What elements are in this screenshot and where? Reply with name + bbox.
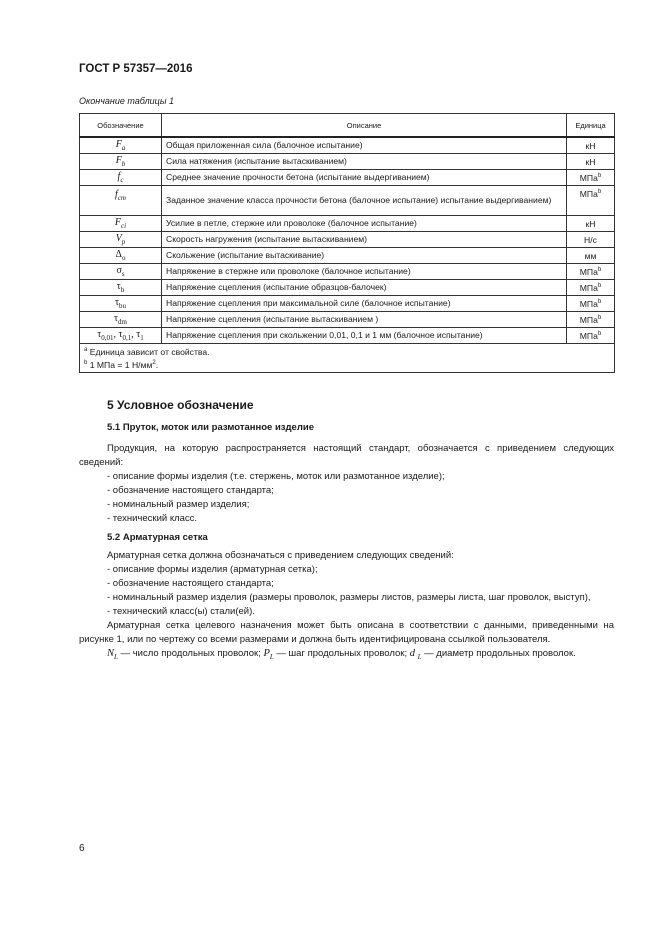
page-number: 6: [79, 843, 85, 854]
description-cell: Общая приложенная сила (балочное испытание): [162, 137, 567, 154]
description-cell: Скорость нагружения (испытание вытаскиванием): [162, 232, 567, 248]
description-cell: Напряжение сцепления при максимальной силе (балочное испытание): [162, 296, 567, 312]
table-header-row: [80, 114, 615, 138]
symbol-cell: $\tau_{bu}$: [80, 296, 162, 312]
column-header-symbol: Обозначение: [80, 114, 162, 138]
table-row: [80, 312, 615, 328]
symbol-cell: $F_b$: [80, 154, 162, 170]
unit-cell: МПа$^b$: [567, 170, 615, 186]
unit-cell: МПа$^b$: [567, 296, 615, 312]
table-row: [80, 232, 615, 248]
list-item: - номинальный размер изделия;: [107, 499, 250, 510]
symbol-cell: $F_a$: [80, 137, 162, 154]
symbol-cell: $F_{ci}$: [80, 216, 162, 232]
symbol-cell: $f_{cm}$: [80, 186, 162, 216]
list-item: - номинальный размер изделия (размеры проволок, размеры листов, размеры листа, шаг проволок, выступ),: [107, 592, 591, 603]
section-5-1-intro: Продукция, на которую распространяется настоящий стандарт, обозначается с приведением следующих сведений:: [79, 443, 614, 468]
symbol-cell: $\sigma_s$: [80, 264, 162, 280]
description-cell: Усилие в петле, стержне или проволоке (балочное испытание): [162, 216, 567, 232]
section-5-title: 5 Условное обозначение: [107, 398, 254, 412]
description-cell: Напряжение в стержне или проволоке (балочное испытание): [162, 264, 567, 280]
document-header: ГОСТ Р 57357—2016: [79, 63, 193, 75]
symbol-cell: $\Delta_o$: [80, 248, 162, 264]
unit-cell: МПа$^b$: [567, 280, 615, 296]
symbol-cell: $f_c$: [80, 170, 162, 186]
table-row: [80, 186, 615, 216]
table-body: [80, 137, 615, 344]
list-item: - обозначение настоящего стандарта;: [107, 485, 274, 496]
unit-cell: МПа$^b$: [567, 312, 615, 328]
section-5-2-intro: Арматурная сетка должна обозначаться с приведением следующих сведений:: [107, 550, 454, 561]
description-cell: Сила натяжения (испытание вытаскиванием): [162, 154, 567, 170]
description-cell: Заданное значение класса прочности бетона (балочное испытание) испытание выдергиванием): [162, 186, 567, 216]
table-row: [80, 264, 615, 280]
description-cell: Напряжение сцепления (испытание образцов-балочек): [162, 280, 567, 296]
description-cell: Напряжение сцепления при скольжении 0,01, 0,1 и 1 мм (балочное испытание): [162, 328, 567, 344]
list-item: - обозначение настоящего стандарта;: [107, 578, 274, 589]
table-caption: Окончание таблицы 1: [79, 96, 174, 106]
symbol-cell: $V_p$: [80, 232, 162, 248]
table-row: [80, 216, 615, 232]
column-header-unit: Единица: [567, 114, 615, 138]
table-row: [80, 137, 615, 154]
table-row: [80, 154, 615, 170]
section-5-2-legend: $N_L$ — число продольных проволок; $P_L$ — шаг продольных проволок; d $_L$ — диаметр продольных проволок.: [107, 648, 576, 662]
unit-cell: кН: [567, 137, 615, 154]
symbol-cell: $\tau_{dm}$: [80, 312, 162, 328]
description-cell: Среднее значение прочности бетона (испытание выдергиванием): [162, 170, 567, 186]
symbols-table: [79, 113, 615, 373]
unit-cell: мм: [567, 248, 615, 264]
unit-cell: кН: [567, 216, 615, 232]
section-5-2-title: 5.2 Арматурная сетка: [107, 532, 208, 543]
list-item: - технический класс(ы) стали(ей).: [107, 606, 255, 617]
list-item: - описание формы изделия (т.е. стержень, моток или размотанное изделие);: [107, 471, 445, 482]
table-row: [80, 248, 615, 264]
table-row: [80, 296, 615, 312]
table-row: [80, 328, 615, 344]
table-row: [80, 170, 615, 186]
section-5-2-paragraph: Арматурная сетка целевого назначения может быть описана в соответствии с данными, приведенными на рисунке 1, или по чертежу со всеми размерами и должна быть идентифицирована ссылкой пользователя.: [79, 620, 614, 645]
list-item: - технический класс.: [107, 513, 198, 524]
unit-cell: МПа$^b$: [567, 328, 615, 344]
column-header-description: Описание: [162, 114, 567, 138]
note-b: $^b$ 1 МПа = 1 $Н/мм^2$.: [84, 359, 159, 370]
note-a: $^a$ Единица зависит от свойства.: [84, 346, 210, 357]
unit-cell: МПа$^b$: [567, 186, 615, 216]
table-notes-row: [80, 344, 615, 373]
table-notes: [80, 344, 615, 373]
unit-cell: Н/с: [567, 232, 615, 248]
description-cell: Напряжение сцепления (испытание вытаскиванием ): [162, 312, 567, 328]
unit-cell: МПа$^b$: [567, 264, 615, 280]
list-item: - описание формы изделия (арматурная сетка);: [107, 564, 318, 575]
table-row: [80, 280, 615, 296]
description-cell: Скольжение (испытание вытаскивание): [162, 248, 567, 264]
symbol-cell: $\tau_{0,01}$, $\tau_{0,1}$, $\tau_1$: [80, 328, 162, 344]
symbol-cell: $\tau_b$: [80, 280, 162, 296]
section-5-2-body: [79, 549, 614, 664]
section-5-1-title: 5.1 Пруток, моток или размотанное изделие: [107, 422, 314, 433]
section-5-1-body: [79, 442, 614, 526]
unit-cell: кН: [567, 154, 615, 170]
